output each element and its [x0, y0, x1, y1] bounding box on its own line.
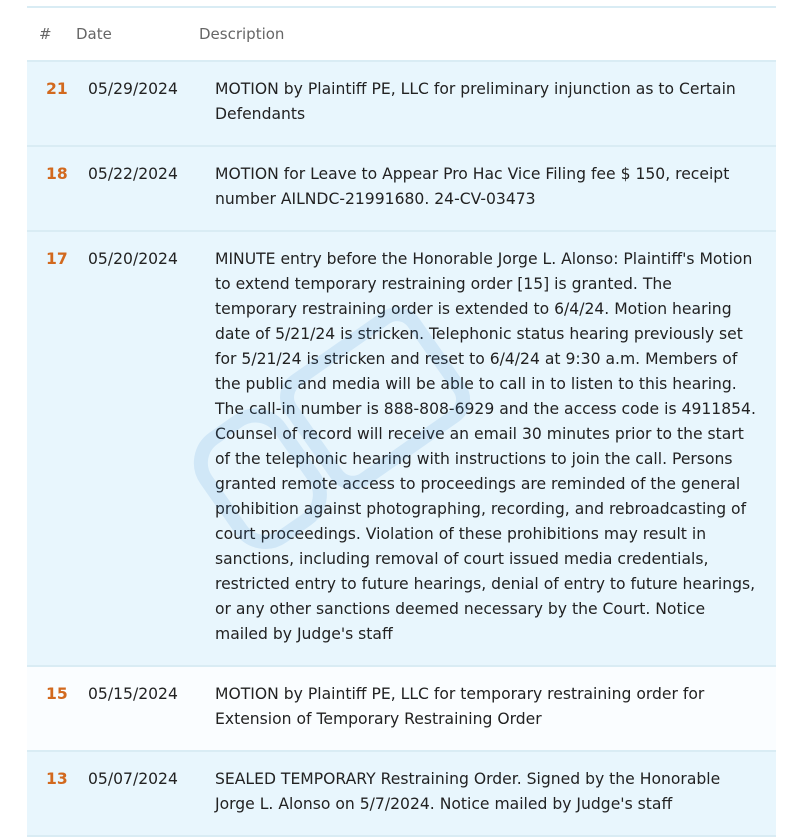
entry-description: MOTION by Plaintiff PE, LLC for preliminary injunction as to Certain Defendants — [215, 80, 736, 123]
table-row — [27, 147, 776, 232]
entry-description: MOTION by Plaintiff PE, LLC for temporary restraining order for Extension of Temporary Restraining Order — [215, 685, 705, 728]
table-header — [27, 8, 776, 62]
header-date: Date — [76, 25, 112, 43]
docket-table — [27, 6, 776, 837]
header-num: # — [39, 25, 52, 43]
entry-number: 15 — [46, 685, 68, 703]
entry-date: 05/22/2024 — [88, 165, 178, 183]
entry-number: 21 — [46, 80, 68, 98]
table-row — [27, 62, 776, 147]
header-description: Description — [199, 25, 285, 43]
table-row — [27, 232, 776, 667]
table-row — [27, 752, 776, 837]
entry-date: 05/07/2024 — [88, 770, 178, 788]
entry-date: 05/15/2024 — [88, 685, 178, 703]
entry-date: 05/29/2024 — [88, 80, 178, 98]
entry-description: MINUTE entry before the Honorable Jorge L. Alonso: Plaintiff's Motion to extend temporary restraining order [15] is granted. The temporary restraining order is extended to 6/4/24. Motion hearing date of 5/21/24 is stricken. Telephonic status hearing previously set for 5/21/24 is stricken and reset to 6/4/24 at 9:30 a.m. Members of the public and media will be able to call in to listen to this hearing. The call-in number is 888-808-6929 and the access code is 4911854. Counsel of record will receive an email 30 minutes prior to the start of the telephonic hearing with instructions to join the call. Persons granted remote access to proceedings are reminded of the general prohibition against photographing, recording, and rebroadcasting of court proceedings. Violation of these prohibitions may result in sanctions, including removal of court issued media credentials, restricted entry to future hearings, denial of entry to future hearings, or any other sanctions deemed necessary by the Court. Notice mailed by Judge's staff — [215, 250, 756, 643]
entry-number: 17 — [46, 250, 68, 268]
entry-number: 18 — [46, 165, 68, 183]
entry-description: SEALED TEMPORARY Restraining Order. Signed by the Honorable Jorge L. Alonso on 5/7/2024. Notice mailed by Judge's staff — [215, 770, 721, 813]
entry-description: MOTION for Leave to Appear Pro Hac Vice Filing fee $ 150, receipt number AILNDC-21991680. 24-CV-03473 — [215, 165, 730, 208]
entry-date: 05/20/2024 — [88, 250, 178, 268]
entry-number: 13 — [46, 770, 68, 788]
table-row — [27, 667, 776, 752]
